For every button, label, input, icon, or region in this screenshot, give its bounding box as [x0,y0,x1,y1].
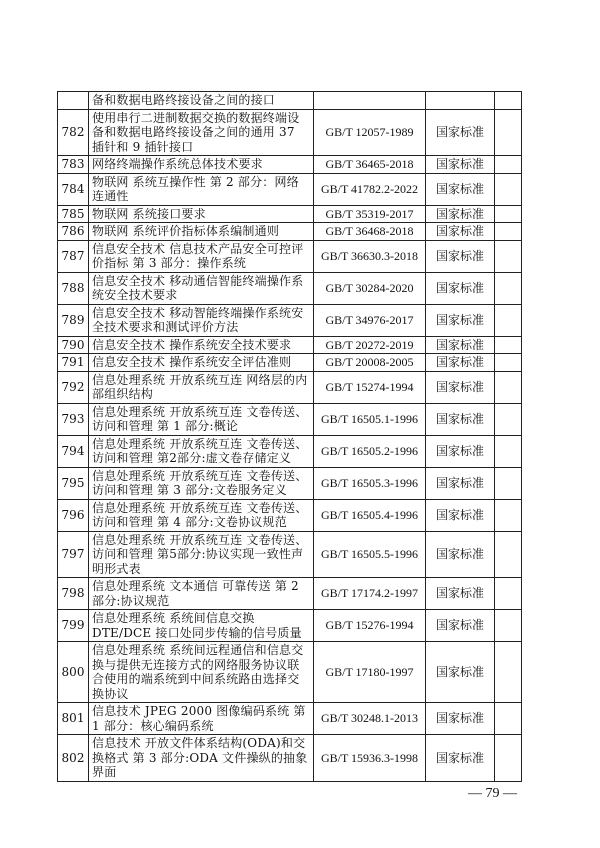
standard-code-cell: GB/T 17174.2-1997 [314,578,426,610]
standard-code-cell: GB/T 41782.2-2022 [314,173,426,205]
standard-name-cell: 信息安全技术 信息技术产品安全可控评价指标 第 3 部分：操作系统 [89,240,314,272]
standard-code-cell [314,92,426,110]
row-number-cell: 785 [58,205,89,223]
row-number-cell: 790 [58,336,89,354]
standard-name-cell: 信息技术 JPEG 2000 图像编码系统 第 1 部分：核心编码系统 [89,703,314,735]
standard-type-cell: 国家标准 [426,336,495,354]
empty-cell [495,403,522,435]
standard-name-cell: 信息安全技术 操作系统安全评估准则 [89,354,314,372]
table-row [58,304,522,336]
standard-code-cell: GB/T 36468-2018 [314,223,426,241]
standard-code-cell: GB/T 15936.3-1998 [314,735,426,782]
standard-code-cell: GB/T 15274-1994 [314,371,426,403]
row-number-cell: 792 [58,371,89,403]
empty-cell [495,467,522,499]
empty-cell [495,272,522,304]
table-row [58,610,522,642]
table-row [58,642,522,703]
standard-name-cell: 信息处理系统 系统间信息交换 DTE/DCE 接口处同步传输的信号质量 [89,610,314,642]
standard-name-cell: 信息安全技术 移动智能终端操作系统安全技术要求和测试评价方法 [89,304,314,336]
standard-code-cell: GB/T 34976-2017 [314,304,426,336]
standard-code-cell: GB/T 16505.1-1996 [314,403,426,435]
row-number-cell: 787 [58,240,89,272]
table-row [58,703,522,735]
table-row [58,223,522,241]
standard-code-cell: GB/T 12057-1989 [314,109,426,156]
standard-name-cell: 使用串行二进制数据交换的数据终端设备和数据电路终接设备之间的通用 37 插针和 9 插针接口 [89,109,314,156]
standard-type-cell: 国家标准 [426,240,495,272]
table-row [58,272,522,304]
table-row [58,156,522,174]
empty-cell [495,371,522,403]
empty-cell [495,173,522,205]
standard-type-cell: 国家标准 [426,304,495,336]
empty-cell [495,156,522,174]
empty-cell [495,735,522,782]
empty-cell [495,354,522,372]
table-row [58,499,522,531]
standard-type-cell: 国家标准 [426,703,495,735]
standard-name-cell: 信息处理系统 开放系统互连 文卷传送、访问和管理 第 1 部分:概论 [89,403,314,435]
row-number-cell: 799 [58,610,89,642]
standard-code-cell: GB/T 16505.2-1996 [314,435,426,467]
standard-code-cell: GB/T 35319-2017 [314,205,426,223]
row-number-cell: 784 [58,173,89,205]
row-number-cell: 794 [58,435,89,467]
standard-code-cell: GB/T 20272-2019 [314,336,426,354]
standards-table [57,91,522,782]
standard-name-cell: 物联网 系统评价指标体系编制通则 [89,223,314,241]
table-row [58,205,522,223]
standard-type-cell: 国家标准 [426,403,495,435]
standards-table-body [58,92,522,782]
row-number-cell: 789 [58,304,89,336]
empty-cell [495,610,522,642]
standard-code-cell: GB/T 20008-2005 [314,354,426,372]
row-number-cell: 802 [58,735,89,782]
standard-code-cell: GB/T 36630.3-2018 [314,240,426,272]
standard-name-cell: 备和数据电路终接设备之间的接口 [89,92,314,110]
table-row [58,531,522,578]
table-row [58,467,522,499]
table-row [58,240,522,272]
standard-type-cell: 国家标准 [426,531,495,578]
standard-name-cell: 网络终端操作系统总体技术要求 [89,156,314,174]
standard-type-cell: 国家标准 [426,173,495,205]
row-number-cell: 793 [58,403,89,435]
row-number-cell: 800 [58,642,89,703]
empty-cell [495,304,522,336]
table-row [58,578,522,610]
empty-cell [495,205,522,223]
standard-code-cell: GB/T 30248.1-2013 [314,703,426,735]
row-number-cell [58,92,89,110]
row-number-cell: 798 [58,578,89,610]
row-number-cell: 791 [58,354,89,372]
empty-cell [495,703,522,735]
standard-code-cell: GB/T 16505.3-1996 [314,467,426,499]
standard-type-cell: 国家标准 [426,109,495,156]
row-number-cell: 782 [58,109,89,156]
empty-cell [495,109,522,156]
standard-type-cell: 国家标准 [426,610,495,642]
table-row [58,371,522,403]
row-number-cell: 783 [58,156,89,174]
empty-cell [495,642,522,703]
standard-type-cell: 国家标准 [426,156,495,174]
row-number-cell: 801 [58,703,89,735]
row-number-cell: 788 [58,272,89,304]
table-row [58,336,522,354]
standard-name-cell: 信息处理系统 开放系统互连 文卷传送、访问和管理 第 4 部分:文卷协议规范 [89,499,314,531]
standard-name-cell: 信息技术 开放文件体系结构(ODA)和交换格式 第 3 部分:ODA 文件操纵的抽象界面 [89,735,314,782]
standard-code-cell: GB/T 16505.4-1996 [314,499,426,531]
empty-cell [495,578,522,610]
standard-name-cell: 信息处理系统 开放系统互连 文卷传送、访问和管理 第 3 部分:文卷服务定义 [89,467,314,499]
standard-name-cell: 信息处理系统 系统间远程通信和信息交换与提供无连接方式的网络服务协议联合使用的端系统到中间系统路由选择交换协议 [89,642,314,703]
standard-type-cell: 国家标准 [426,272,495,304]
empty-cell [495,499,522,531]
standard-type-cell: 国家标准 [426,435,495,467]
standard-type-cell: 国家标准 [426,499,495,531]
row-number-cell: 796 [58,499,89,531]
empty-cell [495,336,522,354]
table-row [58,92,522,110]
standard-code-cell: GB/T 16505.5-1996 [314,531,426,578]
standard-type-cell: 国家标准 [426,205,495,223]
standard-type-cell: 国家标准 [426,354,495,372]
standard-name-cell: 信息安全技术 移动通信智能终端操作系统安全技术要求 [89,272,314,304]
table-row [58,435,522,467]
standard-type-cell: 国家标准 [426,223,495,241]
table-row [58,403,522,435]
empty-cell [495,223,522,241]
empty-cell [495,531,522,578]
standard-type-cell: 国家标准 [426,735,495,782]
standard-name-cell: 信息安全技术 操作系统安全技术要求 [89,336,314,354]
standard-name-cell: 信息处理系统 开放系统互连 文卷传送、访问和管理 第5部分:协议实现一致性声明形式表 [89,531,314,578]
table-row [58,354,522,372]
standard-type-cell [426,92,495,110]
standard-code-cell: GB/T 15276-1994 [314,610,426,642]
standard-name-cell: 信息处理系统 文本通信 可靠传送 第 2 部分:协议规范 [89,578,314,610]
standard-type-cell: 国家标准 [426,642,495,703]
row-number-cell: 786 [58,223,89,241]
row-number-cell: 797 [58,531,89,578]
table-row [58,735,522,782]
standard-code-cell: GB/T 36465-2018 [314,156,426,174]
row-number-cell: 795 [58,467,89,499]
standard-name-cell: 物联网 系统接口要求 [89,205,314,223]
table-row [58,173,522,205]
page-number: — 79 — [468,786,517,801]
standard-name-cell: 物联网 系统互操作性 第 2 部分：网络连通性 [89,173,314,205]
standard-code-cell: GB/T 30284-2020 [314,272,426,304]
empty-cell [495,92,522,110]
standard-type-cell: 国家标准 [426,578,495,610]
standard-name-cell: 信息处理系统 开放系统互连 文卷传送、访问和管理 第2部分:虚文卷存储定义 [89,435,314,467]
empty-cell [495,240,522,272]
empty-cell [495,435,522,467]
standard-name-cell: 信息处理系统 开放系统互连 网络层的内部组织结构 [89,371,314,403]
standard-type-cell: 国家标准 [426,467,495,499]
table-row [58,109,522,156]
standard-code-cell: GB/T 17180-1997 [314,642,426,703]
standard-type-cell: 国家标准 [426,371,495,403]
